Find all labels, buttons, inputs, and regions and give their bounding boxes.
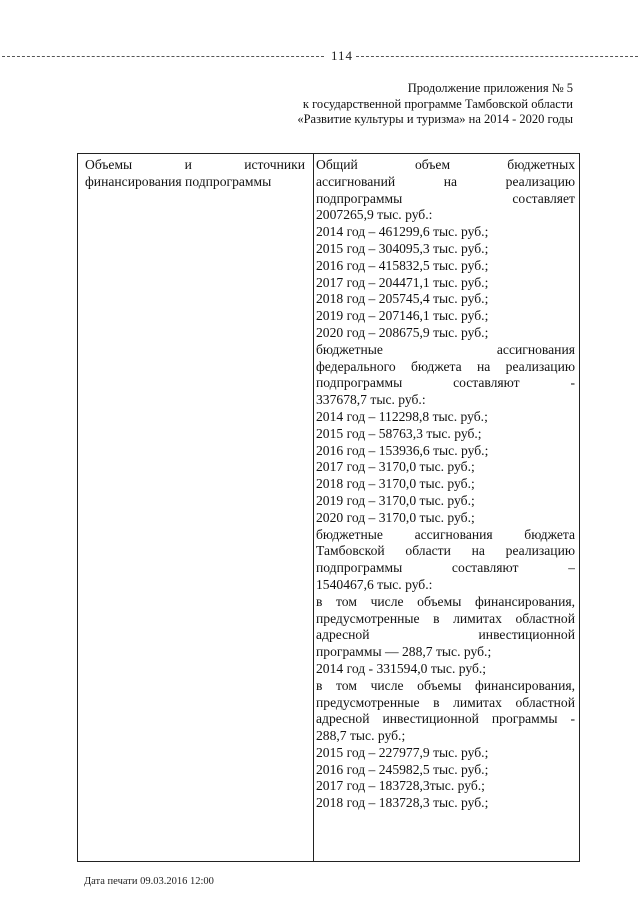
print-date: Дата печати 09.03.2016 12:00: [84, 876, 214, 887]
right-cell-line: 2018 год – 183728,3 тыс. руб.;: [316, 795, 489, 811]
top-dash-right: [356, 56, 638, 57]
right-cell-line: 2016 год – 415832,5 тыс. руб.;: [316, 257, 489, 273]
right-cell-line: подпрограммы составляют -: [316, 375, 575, 391]
right-cell-line: в том числе объемы финансирования,: [316, 593, 575, 609]
right-cell-line: 2019 год – 207146,1 тыс. руб.;: [316, 308, 489, 324]
right-cell-line: 2015 год – 304095,3 тыс. руб.;: [316, 240, 489, 256]
right-cell-line: подпрограммы составляет: [316, 190, 575, 206]
right-cell-line: 2016 год – 245982,5 тыс. руб.;: [316, 761, 489, 777]
financing-table: [77, 153, 580, 862]
right-cell-line: 2015 год – 227977,9 тыс. руб.;: [316, 744, 489, 760]
top-dash-left: [2, 56, 324, 57]
right-cell-line: 2015 год – 58763,3 тыс. руб.;: [316, 425, 482, 441]
right-cell-line: 2014 год - 331594,0 тыс. руб.;: [316, 660, 487, 676]
right-cell-line: Общий объем бюджетных: [316, 157, 575, 172]
right-cell-line: программы — 288,7 тыс. руб.;: [316, 644, 492, 660]
right-cell-line: Тамбовской области на реализацию: [316, 543, 575, 559]
right-cell-line: 2017 год – 3170,0 тыс. руб.;: [316, 459, 475, 475]
right-cell-line: ассигнований на реализацию: [316, 173, 575, 189]
right-cell-line: 2017 год – 204471,1 тыс. руб.;: [316, 274, 489, 290]
right-cell-line: 2016 год – 153936,6 тыс. руб.;: [316, 442, 489, 458]
right-cell-line: 1540467,6 тыс. руб.:: [316, 576, 433, 592]
table-column-divider: [313, 154, 314, 861]
right-cell-line: подпрограммы составляют –: [316, 560, 575, 576]
left-cell-line-1: Объемы и источники: [85, 157, 305, 172]
right-cell-line: бюджетные ассигнования: [316, 341, 575, 357]
table-left-cell: [85, 157, 305, 191]
right-cell-line: бюджетные ассигнования бюджета: [316, 526, 575, 542]
page-number: 114: [331, 48, 354, 63]
right-cell-line: в том числе объемы финансирования,: [316, 677, 575, 693]
left-cell-line-2: финансирования подпрограммы: [85, 173, 272, 189]
document-header: [297, 81, 573, 128]
header-line-appendix: Продолжение приложения № 5: [407, 81, 573, 95]
right-cell-line: 2019 год – 3170,0 тыс. руб.;: [316, 492, 475, 508]
table-right-cell: [316, 157, 575, 812]
right-cell-line: 2020 год – 208675,9 тыс. руб.;: [316, 324, 489, 340]
right-cell-line: 2007265,9 тыс. руб.:: [316, 207, 433, 223]
right-cell-line: 337678,7 тыс. руб.:: [316, 392, 426, 408]
right-cell-line: предусмотренные в лимитах областной: [316, 610, 575, 626]
header-line-program: к государственной программе Тамбовской области: [302, 96, 573, 111]
right-cell-line: 2014 год – 461299,6 тыс. руб.;: [316, 224, 489, 240]
right-cell-line: адресной инвестиционной программы -: [316, 711, 575, 727]
right-cell-line: 2018 год – 205745,4 тыс. руб.;: [316, 291, 489, 307]
right-cell-line: 288,7 тыс. руб.;: [316, 728, 406, 744]
header-line-title: «Развитие культуры и туризма» на 2014 - 2020 годы: [297, 112, 573, 126]
right-cell-line: 2020 год – 3170,0 тыс. руб.;: [316, 509, 475, 525]
right-cell-line: адресной инвестиционной: [316, 627, 575, 643]
right-cell-line: федерального бюджета на реализацию: [316, 358, 575, 374]
right-cell-line: 2014 год – 112298,8 тыс. руб.;: [316, 408, 488, 424]
right-cell-line: 2017 год – 183728,3тыс. руб.;: [316, 778, 485, 794]
right-cell-line: предусмотренные в лимитах областной: [316, 694, 575, 710]
right-cell-line: 2018 год – 3170,0 тыс. руб.;: [316, 476, 475, 492]
